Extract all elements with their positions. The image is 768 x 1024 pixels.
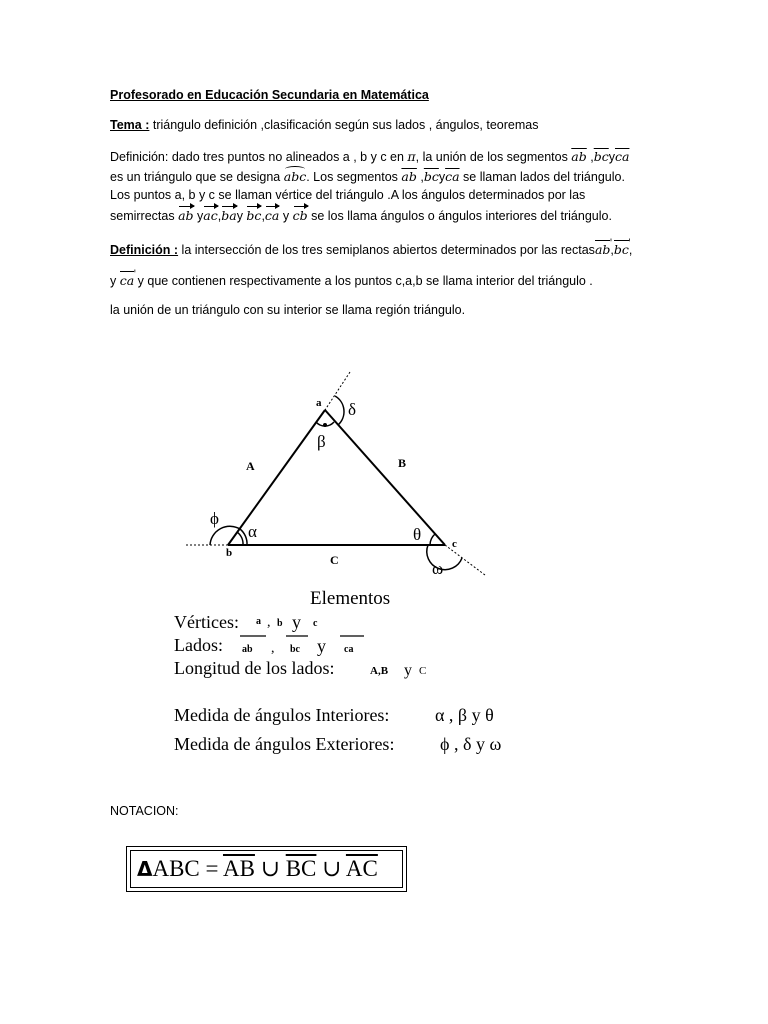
side-ac-line [325, 410, 445, 545]
lados-label: Lados: [174, 635, 223, 655]
ray-bc: bc [246, 206, 261, 226]
line-ab: ab ' [595, 240, 610, 260]
side-ab-line [228, 410, 325, 545]
line-bc: bc ' [614, 240, 629, 260]
def1-text-d: . Los segmentos [306, 170, 402, 184]
tema-line [110, 116, 539, 136]
omega-label: ω [432, 559, 444, 578]
notation-abc: ABC [152, 856, 200, 881]
exteriores-label: Medida de ángulos Exteriores: [174, 734, 395, 754]
comma: , [586, 150, 594, 164]
def1-text-a: Definición: dado tres puntos no alineados a , b y c en [110, 150, 408, 164]
longitud-value-ab: A,B [370, 665, 389, 677]
beta-label: β [317, 432, 326, 451]
vertex-b-label: b [226, 547, 233, 559]
notation-AB: $\overline{AB}$ [222, 856, 255, 881]
vertices-value-a: a [256, 616, 261, 627]
exteriores-values: ϕ , δ y ω [440, 734, 502, 754]
interiores-label: Medida de ángulos Interiores: [174, 705, 390, 725]
elementos-title: Elementos [310, 588, 391, 609]
def1-line4: semirrectas ab yac,bay bc,ca y cb se los llama ángulos o ángulos interiores del triángulo. [110, 206, 612, 227]
def2-line2 [110, 271, 593, 292]
region-text: la unión de un triángulo con su interior se llama región triángulo. [110, 303, 466, 317]
def2-text-c: y que contienen respectivamente a los puntos c,a,b se llama interior del triángulo . [134, 274, 593, 288]
def1-text-b: , la unión de los segmentos [415, 150, 572, 164]
conj-y: y [608, 150, 615, 164]
alpha-arc [237, 532, 243, 545]
def1-line2 [110, 167, 625, 188]
lados-comma: , [271, 641, 275, 656]
side-A-label: A [246, 459, 255, 473]
comma-2: , [416, 170, 424, 184]
extension-line-ab [325, 372, 350, 410]
alpha-label: α [248, 522, 257, 541]
notation-union-2: ∪ [316, 856, 346, 881]
delta-arc [335, 396, 344, 425]
conj-y-4: y [236, 209, 243, 223]
notation-formula [130, 850, 403, 888]
triangle-figure [170, 360, 560, 790]
notacion-label: NOTACION: [110, 804, 179, 818]
segment-ab-2: $\overline{ab}$ [401, 169, 417, 184]
def1-text-g: se los llama ángulos o ángulos interiores del triángulo. [307, 209, 612, 223]
tema-label: Tema : [110, 118, 150, 132]
theta-label: θ [413, 525, 422, 544]
pi-symbol: π [407, 149, 416, 164]
delta-label: δ [348, 400, 357, 419]
vertex-a-label: a [316, 397, 322, 409]
lados-value-bc: bc [290, 644, 300, 655]
notation-BC: $\overline{BC}$ [285, 856, 317, 881]
ray-ca: ca [265, 206, 279, 226]
def2-text-b: y [110, 274, 120, 288]
theta-arc [430, 534, 435, 545]
ray-ab: ab [178, 206, 193, 226]
def1-text-e: se llaman lados del triángulo. [459, 170, 625, 184]
vertex-c-label: c [452, 538, 457, 550]
segment-ca: $\overline{ca}$ [614, 149, 630, 164]
segment-ca-2: $\overline{ca}$ [445, 169, 460, 184]
extension-line-ac [445, 545, 485, 575]
longitud-y: y [404, 662, 412, 679]
vertices-y: y [292, 612, 301, 632]
notation-union-1: ∪ [254, 856, 286, 881]
phi-label: ϕ [210, 509, 219, 528]
ray-ba: ba [221, 206, 236, 226]
notation-box [126, 846, 407, 892]
lados-value-ca: ca [344, 644, 354, 655]
longitud-label: Longitud de los lados: [174, 658, 335, 678]
def2-line1: Definición : la intersección de los tres semiplanos abiertos determinados por las rectasab ',bc ', [110, 240, 632, 261]
tema-text: triángulo definición ,clasificación según sus lados , ángulos, teoremas [149, 118, 539, 132]
side-C-label: C [330, 553, 339, 567]
triangle-abc-symbol: abc [284, 167, 306, 187]
def1-text-f: semirrectas [110, 209, 179, 223]
delta-symbol: Δ [137, 857, 153, 881]
def1-line3: Los puntos a, b y c se llaman vértice del triángulo .A los ángulos determinados por las [110, 188, 586, 202]
notation-equals: = [199, 856, 223, 881]
ray-ac: ac [203, 206, 217, 226]
def2-text-a: la intersección de los tres semiplanos abiertos determinados por las rectas [178, 243, 595, 257]
interiores-values: α , β y θ [435, 705, 494, 725]
lados-value-ab: ab [242, 644, 253, 655]
conj-y-5: y [279, 209, 293, 223]
segment-bc-2: $\overline{bc}$ [423, 169, 439, 184]
vertices-comma: , [267, 615, 271, 630]
lados-y: y [317, 636, 326, 656]
notation-AC: $\overline{AC}$ [345, 856, 378, 881]
ray-cb: cb [293, 206, 308, 226]
beta-dot [323, 423, 327, 427]
document-header: Profesorado en Educación Secundaria en Matemática [110, 88, 429, 102]
def2-label: Definición : [110, 243, 179, 257]
def1-line1 [110, 147, 629, 168]
segment-bc: $\overline{bc}$ [593, 149, 609, 164]
vertices-value-c: c [313, 618, 318, 629]
conj-y-3: y [197, 209, 204, 223]
segment-ab: $\overline{ab}$ [571, 149, 587, 164]
conj-y-2: y [438, 170, 446, 184]
line-ca: ca ' [120, 271, 134, 291]
def1-text-c: es un triángulo que se designa [110, 170, 284, 184]
side-B-label: B [398, 456, 407, 470]
longitud-value-c: C [419, 665, 427, 677]
vertices-value-b: b [277, 618, 283, 629]
vertices-label: Vértices: [174, 612, 239, 632]
